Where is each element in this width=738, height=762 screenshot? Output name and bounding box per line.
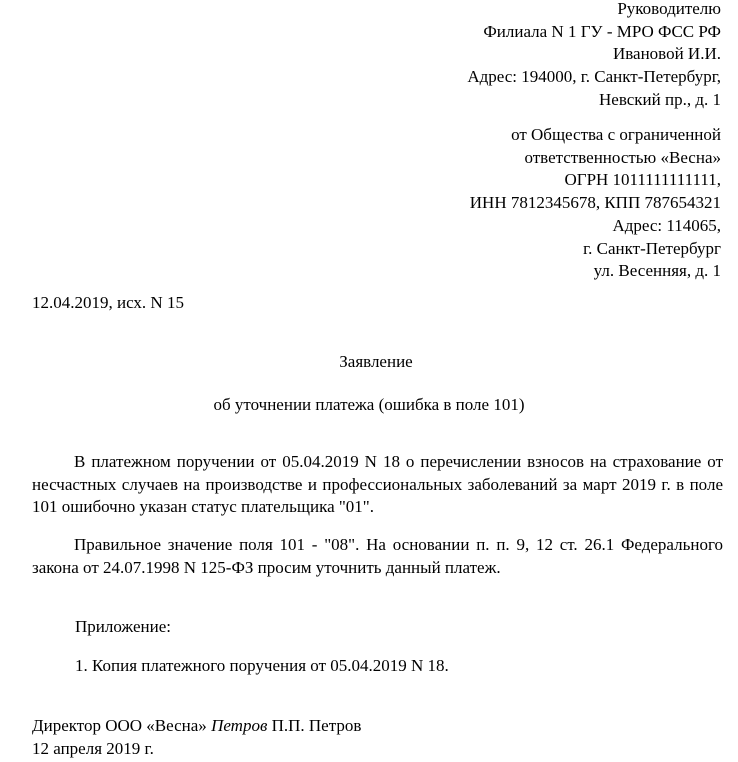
addressee-block [467, 0, 721, 112]
body-paragraph-1: В платежном поручении от 05.04.2019 N 18 о перечислении взносов на страхование от несчастных случаев на производстве и профессиональных заболеваний за март 2019 г. в поле 101 ошибочно указан статус плательщика "01". [32, 452, 723, 516]
appendix-label: Приложение: [75, 617, 171, 636]
sender-line: ответственностью «Весна» [524, 147, 721, 167]
addressee-line: Невский пр., д. 1 [599, 89, 721, 109]
appendix-item: 1. Копия платежного поручения от 05.04.2019 N 18. [75, 656, 449, 675]
signer-position: Директор ООО «Весна» [32, 716, 207, 735]
sender-line: Адрес: 114065, [612, 215, 721, 235]
handwritten-signature: Петров [211, 716, 268, 735]
sender-line: ИНН 7812345678, КПП 787654321 [469, 193, 721, 213]
signer-name: П.П. Петров [271, 716, 362, 735]
addressee-line: Руководителю [617, 0, 721, 18]
document-title: Заявление [339, 352, 413, 371]
addressee-line: Филиала N 1 ГУ - МРО ФСС РФ [483, 21, 721, 41]
addressee-line: Ивановой И.И. [612, 44, 721, 64]
addressee-line: Адрес: 194000, г. Санкт-Петербург, [467, 67, 721, 87]
signature-block [32, 715, 361, 760]
signature-date: 12 апреля 2019 г. [32, 738, 154, 758]
sender-line: ОГРН 1011111111111, [564, 170, 721, 190]
sender-line: ул. Весенняя, д. 1 [593, 261, 721, 281]
signature-line [32, 715, 361, 738]
sender-line: г. Санкт-Петербург [583, 238, 721, 258]
date-reference: 12.04.2019, исх. N 15 [32, 293, 184, 312]
sender-line: от Общества с ограниченной [511, 125, 721, 144]
document-subtitle: об уточнении платежа (ошибка в поле 101) [213, 395, 525, 414]
body-paragraph-2: Правильное значение поля 101 - "08". На основании п. п. 9, 12 ст. 26.1 Федерального закона от 24.07.1998 N 125-ФЗ просим уточнить данный платеж. [32, 535, 723, 577]
sender-block [470, 124, 721, 283]
